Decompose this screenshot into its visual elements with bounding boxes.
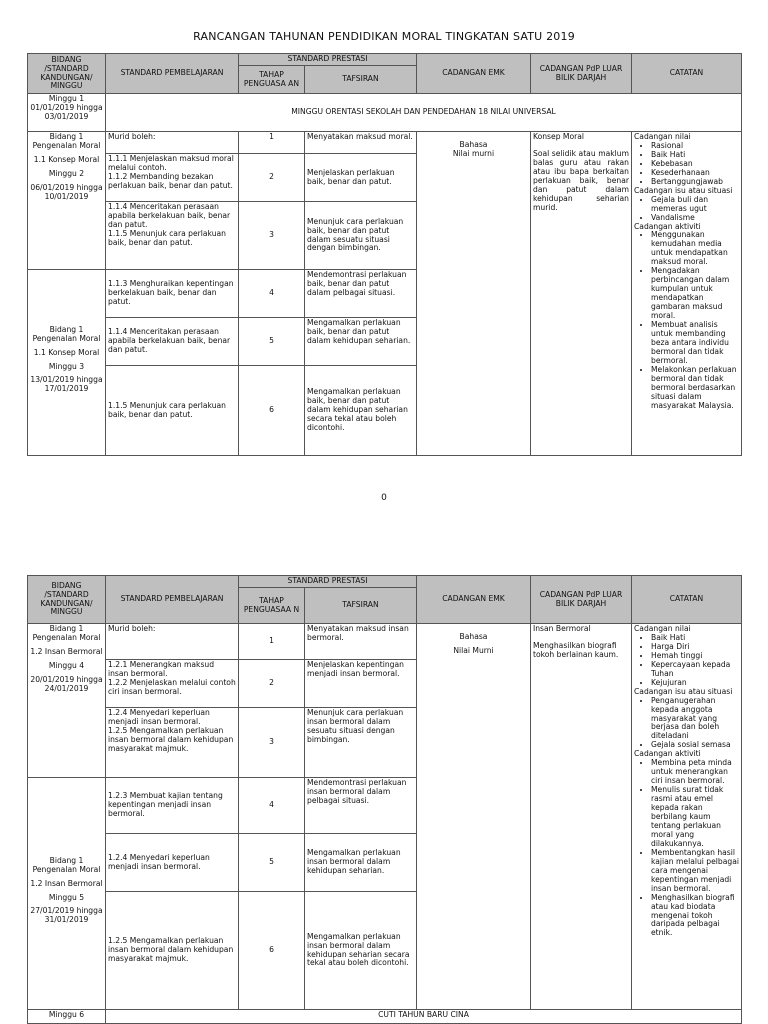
bidang-label: Bidang 1 Pengenalan Moral bbox=[32, 624, 101, 642]
tafsiran-cell: Mengamalkan perlakuan baik, benar dan patut dalam kehidupan seharian. bbox=[305, 318, 417, 366]
header-cadangan-emk: CADANGAN EMK bbox=[417, 54, 531, 94]
aktiviti-heading: Cadangan aktiviti bbox=[634, 749, 701, 759]
sp-cell bbox=[106, 660, 239, 708]
tafsiran-cell: Menyatakan maksud insan bermoral. bbox=[305, 624, 417, 660]
minggu-cell: Minggu 1 01/01/2019 hingga 03/01/2019 bbox=[28, 94, 106, 132]
tahap-cell: 1 bbox=[239, 624, 305, 660]
tahap-cell: 4 bbox=[239, 270, 305, 318]
header-standard-prestasi: STANDARD PRESTASI bbox=[239, 576, 417, 588]
header-cadangan-emk: CADANGAN EMK bbox=[417, 576, 531, 624]
sp-line: 1.2.5 Mengamalkan perlakuan insan bermoral dalam kehidupan masyarakat majmuk. bbox=[108, 936, 234, 963]
pdp-text: Soal selidik atau maklum balas guru atau rakan atau ibu bapa berkaitan perlakuan baik, benar dan patut dalam kehidupan seharian murid. bbox=[533, 148, 629, 212]
catatan-cell bbox=[632, 132, 742, 456]
header-standard-pembelajaran: STANDARD PEMBELAJARAN bbox=[106, 54, 239, 94]
aktiviti-list bbox=[634, 231, 739, 410]
tahap-cell: 3 bbox=[239, 708, 305, 778]
tahap-cell: 3 bbox=[239, 202, 305, 270]
emk-item: Nilai murni bbox=[452, 148, 495, 158]
emk-item: Nilai Murni bbox=[453, 645, 494, 655]
sp-cell bbox=[106, 778, 239, 834]
list-item: • Membentangkan hasil kajian melalui pelbagai cara mengenai kepentingan menjadi insan bermoral. bbox=[651, 849, 739, 894]
sp-line: 1.1.4 Menceritakan perasaan apabila berkelakuan baik, benar dan patut. bbox=[108, 327, 231, 354]
list-item: • Kejujuran bbox=[651, 679, 739, 688]
sp-line: 1.1.2 Membanding bezakan perlakuan baik, benar dan patut. bbox=[108, 171, 233, 190]
list-item: • Rasional bbox=[651, 142, 739, 151]
sp-line: 1.1.1 Menjelaskan maksud moral melalui contoh. bbox=[108, 154, 234, 172]
minggu-cell: Minggu 6 bbox=[28, 1010, 106, 1024]
cuti-row: CUTI TAHUN BARU CINA bbox=[106, 1010, 742, 1024]
tahap-cell: 2 bbox=[239, 660, 305, 708]
bidang-group bbox=[28, 132, 106, 270]
emk-cell bbox=[417, 624, 531, 1010]
sp-cell bbox=[106, 892, 239, 1010]
bidang-group bbox=[28, 270, 106, 456]
bidang-group bbox=[28, 624, 106, 778]
sp-cell bbox=[106, 318, 239, 366]
list-item: • Kesederhanaan bbox=[651, 169, 739, 178]
isu-heading: Cadangan isu atau situasi bbox=[634, 185, 733, 195]
sp-line: 1.1.5 Menunjuk cara perlakuan baik, benar dan patut. bbox=[108, 228, 226, 247]
header-catatan: CATATAN bbox=[632, 54, 742, 94]
list-item: • Baik Hati bbox=[651, 634, 739, 643]
sp-line: 1.2.2 Menjelaskan melalui contoh ciri insan bermoral. bbox=[108, 677, 236, 696]
bidang-group bbox=[28, 778, 106, 1010]
header-standard-prestasi: STANDARD PRESTASI bbox=[239, 54, 417, 66]
emk-item: Bahasa bbox=[459, 140, 488, 149]
tafsiran-cell: Menyatakan maksud moral. bbox=[305, 132, 417, 154]
page-number: 0 bbox=[381, 493, 387, 503]
sp-line: Murid boleh: bbox=[108, 132, 156, 141]
sp-line: 1.1.5 Menunjuk cara perlakuan baik, benar dan patut. bbox=[108, 400, 226, 419]
tafsiran-cell: Menjelaskan kepentingan menjadi insan bermoral. bbox=[305, 660, 417, 708]
yearly-plan-table-1 bbox=[27, 53, 742, 456]
tahap-cell: 5 bbox=[239, 834, 305, 892]
isu-list bbox=[634, 697, 739, 751]
konsep-label: 1.2 Insan Bermoral bbox=[30, 878, 103, 888]
tahap-cell: 6 bbox=[239, 892, 305, 1010]
nilai-heading: Cadangan nilai bbox=[634, 624, 691, 633]
yearly-plan-table-2 bbox=[27, 575, 742, 1024]
isu-list bbox=[634, 196, 739, 223]
header-tafsiran: TAFSIRAN bbox=[305, 66, 417, 94]
header-cadangan-pdp: CADANGAN PdP LUAR BILIK DARJAH bbox=[531, 54, 632, 94]
sp-line: 1.2.1 Menerangkan maksud insan bermoral. bbox=[108, 660, 215, 678]
sp-cell bbox=[106, 834, 239, 892]
tahap-cell: 1 bbox=[239, 132, 305, 154]
list-item: • Gejala buli dan memeras ugut bbox=[651, 196, 739, 214]
list-item: • Membina peta minda untuk menerangkan ciri insan bermoral. bbox=[651, 759, 739, 786]
tafsiran-cell: Mendemontrasi perlakuan baik, benar dan patut dalam pelbagai situasi. bbox=[305, 270, 417, 318]
list-item: • Menggunakan kemudahan media untuk mendapatkan maksud moral. bbox=[651, 231, 739, 267]
list-item: • Kebebasan bbox=[651, 160, 739, 169]
pdp-cell bbox=[531, 624, 632, 1010]
header-cadangan-pdp: CADANGAN PdP LUAR BILIK DARJAH bbox=[531, 576, 632, 624]
header-tafsiran: TAFSIRAN bbox=[305, 588, 417, 624]
tafsiran-cell: Menunjuk cara perlakuan baik, benar dan patut dalam sesuatu situasi dengan bimbingan. bbox=[305, 202, 417, 270]
konsep-label: 1.1 Konsep Moral bbox=[33, 154, 100, 164]
minggu-label: Minggu 5 bbox=[48, 892, 85, 902]
tafsiran-cell: Mengamalkan perlakuan insan bermoral dalam kehidupan seharian. bbox=[305, 834, 417, 892]
list-item: • Vandalisme bbox=[651, 214, 739, 223]
sp-line: 1.1.3 Menghuraikan kepentingan berkelakuan baik, benar dan patut. bbox=[108, 279, 234, 306]
list-item: • Menghasilkan biografi atau kad biodata mengenai tokoh daripada pelbagai etnik. bbox=[651, 894, 739, 939]
nilai-list bbox=[634, 142, 739, 187]
sp-line: 1.2.3 Membuat kajian tentang kepentingan menjadi insan bermoral. bbox=[108, 791, 223, 818]
isu-heading: Cadangan isu atau situasi bbox=[634, 686, 733, 696]
list-item: • Menulis surat tidak rasmi atau emel kepada rakan berbilang kaum tentang perlakuan moral yang dilakukannya. bbox=[651, 786, 739, 849]
minggu-label: Minggu 3 bbox=[48, 361, 85, 371]
list-item: • Baik Hati bbox=[651, 151, 739, 160]
sp-cell bbox=[106, 624, 239, 660]
tahap-cell: 6 bbox=[239, 366, 305, 456]
emk-item: Bahasa bbox=[459, 632, 488, 641]
emk-cell bbox=[417, 132, 531, 456]
sp-line: 1.2.4 Menyedari keperluan menjadi insan bermoral. bbox=[108, 708, 210, 726]
list-item: • Melakonkan perlakuan bermoral dan tidak bermoral berdasarkan situasi dalam masyarakat Malaysia. bbox=[651, 366, 739, 411]
tarikh-label: 06/01/2019 hingga 10/01/2019 bbox=[30, 182, 103, 201]
minggu-label: Minggu 4 bbox=[48, 660, 85, 670]
header-tahap: TAHAP PENGUASAA N bbox=[239, 588, 305, 624]
tafsiran-cell: Menjelaskan perlakuan baik, benar dan patut. bbox=[305, 154, 417, 202]
minggu-label: Minggu 2 bbox=[48, 168, 85, 178]
bidang-label: Bidang 1 Pengenalan Moral bbox=[32, 132, 101, 150]
sp-cell bbox=[106, 154, 239, 202]
sp-cell bbox=[106, 366, 239, 456]
header-bidang: BIDANG /STANDARD KANDUNGAN/ MINGGU bbox=[28, 576, 106, 624]
list-item: • Hemah tinggi bbox=[651, 652, 739, 661]
sp-line: 1.1.4 Menceritakan perasaan apabila berkelakuan baik, benar dan patut. bbox=[108, 202, 231, 229]
sp-cell bbox=[106, 132, 239, 154]
header-bidang: BIDANG /STANDARD KANDUNGAN/ MINGGU bbox=[28, 54, 106, 94]
tarikh-label: 20/01/2019 hingga 24/01/2019 bbox=[30, 674, 103, 693]
list-item: • Kepercayaan kepada Tuhan bbox=[651, 661, 739, 679]
tahap-cell: 2 bbox=[239, 154, 305, 202]
konsep-label: 1.2 Insan Bermoral bbox=[30, 646, 103, 656]
konsep-label: 1.1 Konsep Moral bbox=[33, 347, 100, 357]
tarikh-label: 27/01/2019 hingga 31/01/2019 bbox=[30, 906, 103, 925]
tarikh-label: 13/01/2019 hingga 17/01/2019 bbox=[30, 375, 103, 394]
pdp-title: Insan Bermoral bbox=[533, 624, 591, 633]
sp-cell bbox=[106, 270, 239, 318]
header-tahap: TAHAP PENGUASA AN bbox=[239, 66, 305, 94]
nilai-list bbox=[634, 634, 739, 688]
header-standard-pembelajaran: STANDARD PEMBELAJARAN bbox=[106, 576, 239, 624]
list-item: • Bertanggungjawab bbox=[651, 178, 739, 187]
list-item: • Gejala sosial semasa bbox=[651, 741, 739, 750]
aktiviti-heading: Cadangan aktiviti bbox=[634, 221, 701, 231]
list-item: • Harga Diri bbox=[651, 643, 739, 652]
sp-cell bbox=[106, 708, 239, 778]
tafsiran-cell: Mengamalkan perlakuan baik, benar dan patut dalam kehidupan seharian secara tekal atau boleh dicontohi. bbox=[305, 366, 417, 456]
tahap-cell: 5 bbox=[239, 318, 305, 366]
list-item: • Membuat analisis untuk membanding beza antara individu bermoral dan tidak bermoral. bbox=[651, 321, 739, 366]
nilai-heading: Cadangan nilai bbox=[634, 132, 691, 141]
orientation-row: MINGGU ORENTASI SEKOLAH DAN PENDEDAHAN 18 NILAI UNIVERSAL bbox=[106, 94, 742, 132]
page-title: RANCANGAN TAHUNAN PENDIDIKAN MORAL TINGKATAN SATU 2019 bbox=[193, 30, 575, 43]
tafsiran-cell: Mendemontrasi perlakuan insan bermoral dalam pelbagai situasi. bbox=[305, 778, 417, 834]
bidang-label: Bidang 1 Pengenalan Moral bbox=[32, 855, 101, 874]
list-item: • Penganugerahan kepada anggota masyarakat yang berjasa dan boleh diteladani bbox=[651, 697, 739, 742]
list-item: • Mengadakan perbincangan dalam kumpulan untuk mendapatkan gambaran maksud moral. bbox=[651, 267, 739, 321]
sp-line: Murid boleh: bbox=[108, 624, 156, 633]
tafsiran-cell: Menunjuk cara perlakuan insan bermoral dalam sesuatu situasi dengan bimbingan. bbox=[305, 708, 417, 778]
aktiviti-list bbox=[634, 759, 739, 938]
tafsiran-cell: Mengamalkan perlakuan insan bermoral dalam kehidupan seharian secara tekal atau boleh dicontohi. bbox=[305, 892, 417, 1010]
pdp-text: Menghasilkan biografi tokoh berlainan kaum. bbox=[533, 640, 619, 659]
header-catatan: CATATAN bbox=[632, 576, 742, 624]
sp-cell bbox=[106, 202, 239, 270]
pdp-title: Konsep Moral bbox=[533, 132, 585, 141]
bidang-label: Bidang 1 Pengenalan Moral bbox=[32, 324, 101, 343]
pdp-cell bbox=[531, 132, 632, 456]
catatan-cell bbox=[632, 624, 742, 1010]
tahap-cell: 4 bbox=[239, 778, 305, 834]
sp-line: 1.2.5 Mengamalkan perlakuan insan bermoral dalam kehidupan masyarakat majmuk. bbox=[108, 725, 234, 753]
sp-line: 1.2.4 Menyedari keperluan menjadi insan bermoral. bbox=[108, 852, 210, 871]
